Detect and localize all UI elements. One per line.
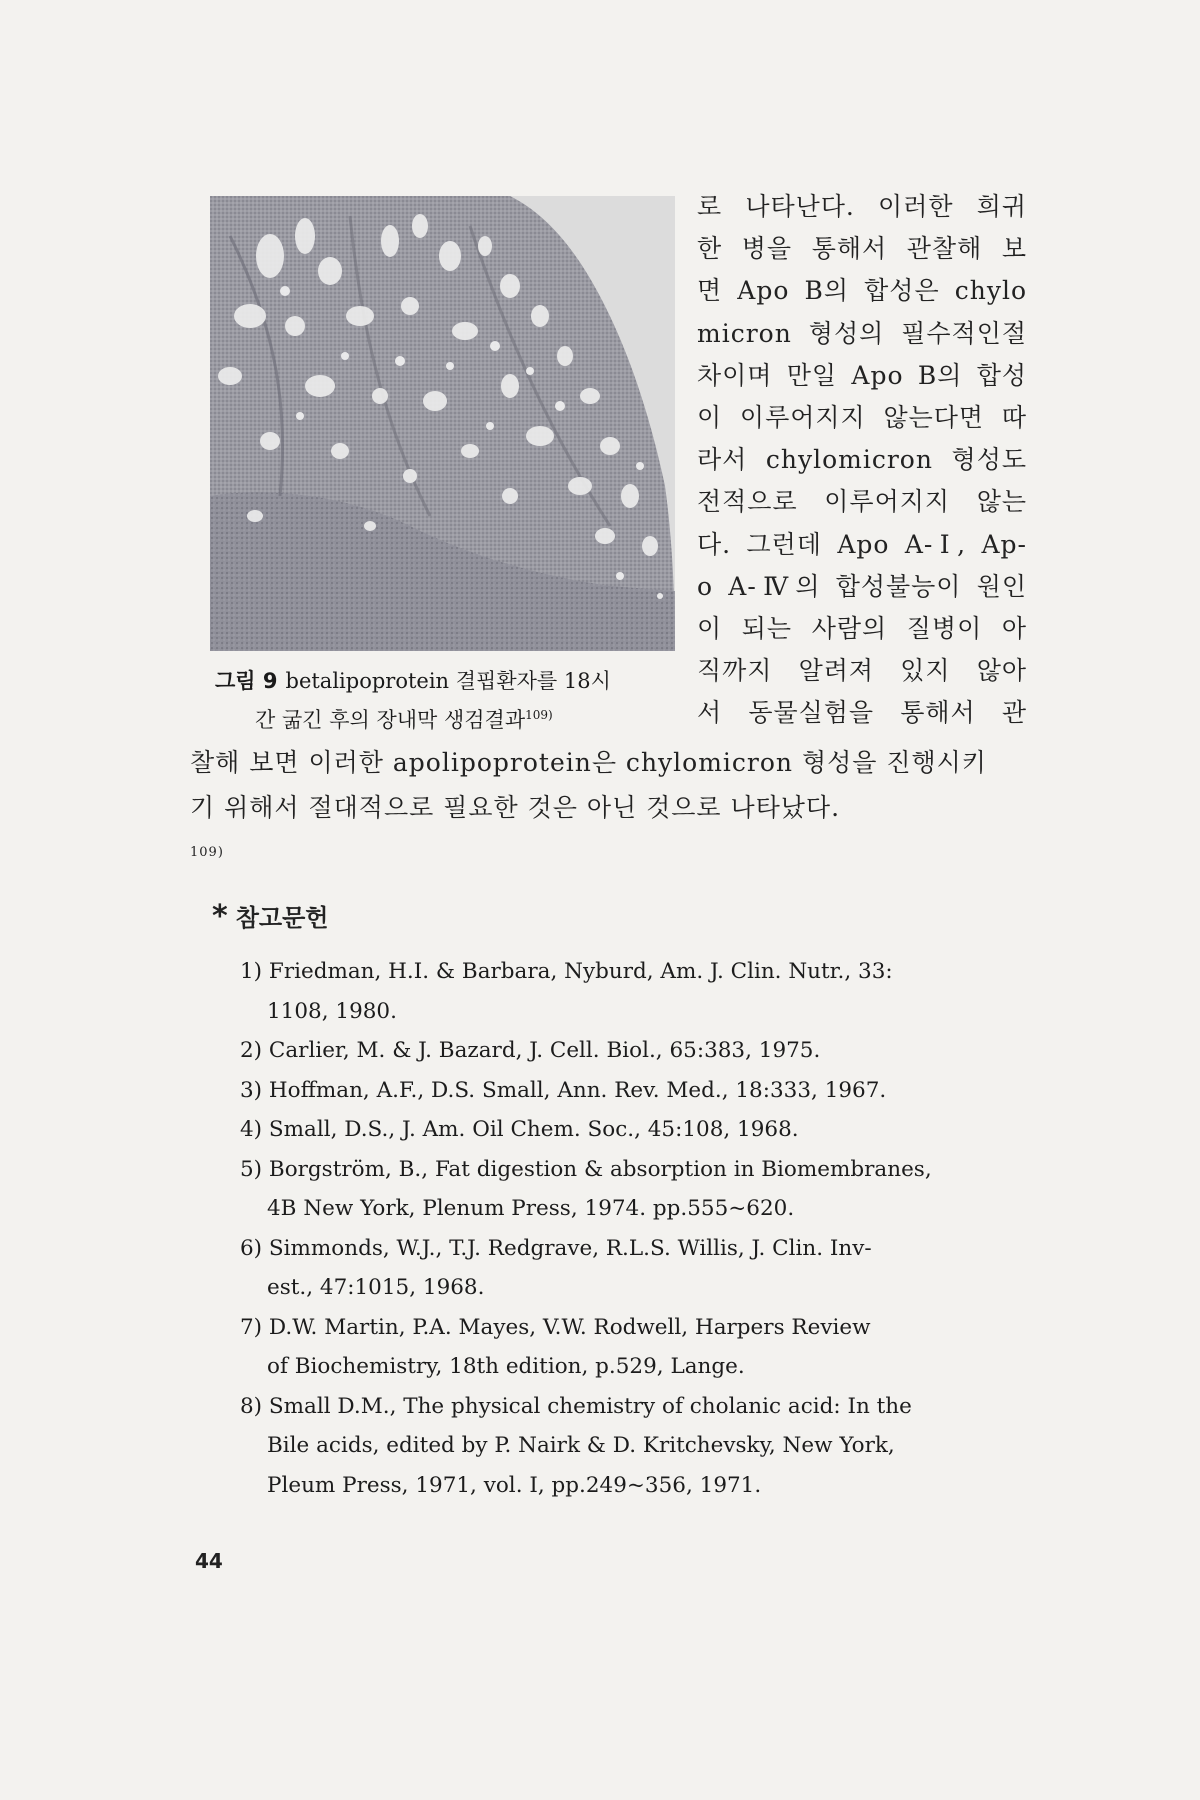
column-line: micron 형성의 필수적인절 bbox=[697, 318, 1027, 348]
column-line: 전적으로 이루어지지 않는 bbox=[697, 487, 1027, 517]
right-column-text bbox=[697, 186, 1027, 735]
body-line: 기 위해서 절대적으로 필요한 것은 아닌 것으로 나타났다. bbox=[190, 793, 841, 822]
reference-line: 3) Hoffman, A.F., D.S. Small, Ann. Rev. Med., 18:333, 1967. bbox=[240, 1077, 887, 1103]
column-line: 한 병을 통해서 관찰해 보 bbox=[697, 234, 1027, 264]
column-line: 이 되는 사람의 질병이 아 bbox=[697, 614, 1027, 644]
reference-item bbox=[240, 1308, 1030, 1387]
micrograph-figure bbox=[210, 196, 675, 651]
reference-line: Pleum Press, 1971, vol. Ⅰ, pp.249~356, 1971. bbox=[267, 1472, 762, 1498]
references-heading bbox=[212, 898, 328, 934]
reference-item bbox=[240, 1071, 1030, 1111]
reference-line: 1108, 1980. bbox=[267, 998, 397, 1024]
column-line: 차이며 만일 Apo B의 합성 bbox=[697, 360, 1027, 390]
references-title: 참고문헌 bbox=[235, 904, 329, 932]
column-line: o A-Ⅳ의 합성불능이 원인 bbox=[697, 571, 1027, 601]
reference-line: 7) D.W. Martin, P.A. Mayes, V.W. Rodwell, Harpers Review bbox=[240, 1314, 871, 1340]
body-citation: 109) bbox=[190, 845, 224, 860]
caption-citation: 109) bbox=[525, 708, 553, 722]
caption-line-1: betalipoprotein 결핍환자를 18시 bbox=[285, 669, 611, 693]
reference-item bbox=[240, 1229, 1030, 1308]
column-line: 다. 그런데 Apo A-Ⅰ, Ap- bbox=[697, 529, 1027, 559]
references-list bbox=[240, 952, 1030, 1505]
figure-label: 그림 9 bbox=[215, 669, 278, 693]
reference-line: 1) Friedman, H.I. & Barbara, Nyburd, Am. J. Clin. Nutr., 33: bbox=[240, 959, 893, 984]
reference-line: 2) Carlier, M. & J. Bazard, J. Cell. Biol., 65:383, 1975. bbox=[240, 1038, 821, 1063]
column-line: 라서 chylomicron 형성도 bbox=[697, 445, 1027, 475]
reference-item bbox=[240, 1387, 1030, 1506]
reference-line: 5) Borgström, B., Fat digestion & absorption in Biomembranes, bbox=[240, 1156, 932, 1182]
column-line: 면 Apo B의 합성은 chylo bbox=[697, 276, 1027, 306]
reference-line: 8) Small D.M., The physical chemistry of cholanic acid: In the bbox=[240, 1393, 912, 1419]
body-line: 찰해 보면 이러한 apolipoprotein은 chylomicron 형성을 진행시키 bbox=[190, 748, 987, 777]
reference-line: of Biochemistry, 18th edition, p.529, Lange. bbox=[267, 1354, 745, 1379]
reference-line: 4B New York, Plenum Press, 1974. pp.555~620. bbox=[267, 1196, 795, 1221]
reference-item bbox=[240, 1150, 1030, 1229]
reference-line: 6) Simmonds, W.J., T.J. Redgrave, R.L.S. Willis, J. Clin. Inv- bbox=[240, 1235, 872, 1261]
reference-line: 4) Small, D.S., J. Am. Oil Chem. Soc., 45:108, 1968. bbox=[240, 1117, 799, 1142]
column-line: 직까지 알려져 있지 않아 bbox=[697, 656, 1027, 686]
body-paragraph bbox=[190, 740, 1030, 879]
reference-item bbox=[240, 952, 1030, 1031]
page-number: 44 bbox=[195, 1549, 223, 1573]
column-line: 로 나타난다. 이러한 희귀 bbox=[697, 192, 1027, 221]
column-line: 이 이루어지지 않는다면 따 bbox=[697, 403, 1027, 433]
reference-line: Bile acids, edited by P. Nairk & D. Kritchevsky, New York, bbox=[267, 1433, 895, 1458]
figure-caption bbox=[215, 664, 685, 737]
reference-line: est., 47:1015, 1968. bbox=[267, 1275, 485, 1300]
column-line: 서 동물실험을 통해서 관 bbox=[697, 698, 1027, 728]
asterisk-icon: * bbox=[212, 899, 228, 934]
reference-item bbox=[240, 1031, 1030, 1071]
caption-line-2: 간 굶긴 후의 장내막 생검결과 bbox=[255, 708, 526, 732]
intestinal-biopsy-image bbox=[210, 196, 675, 651]
reference-item bbox=[240, 1110, 1030, 1150]
